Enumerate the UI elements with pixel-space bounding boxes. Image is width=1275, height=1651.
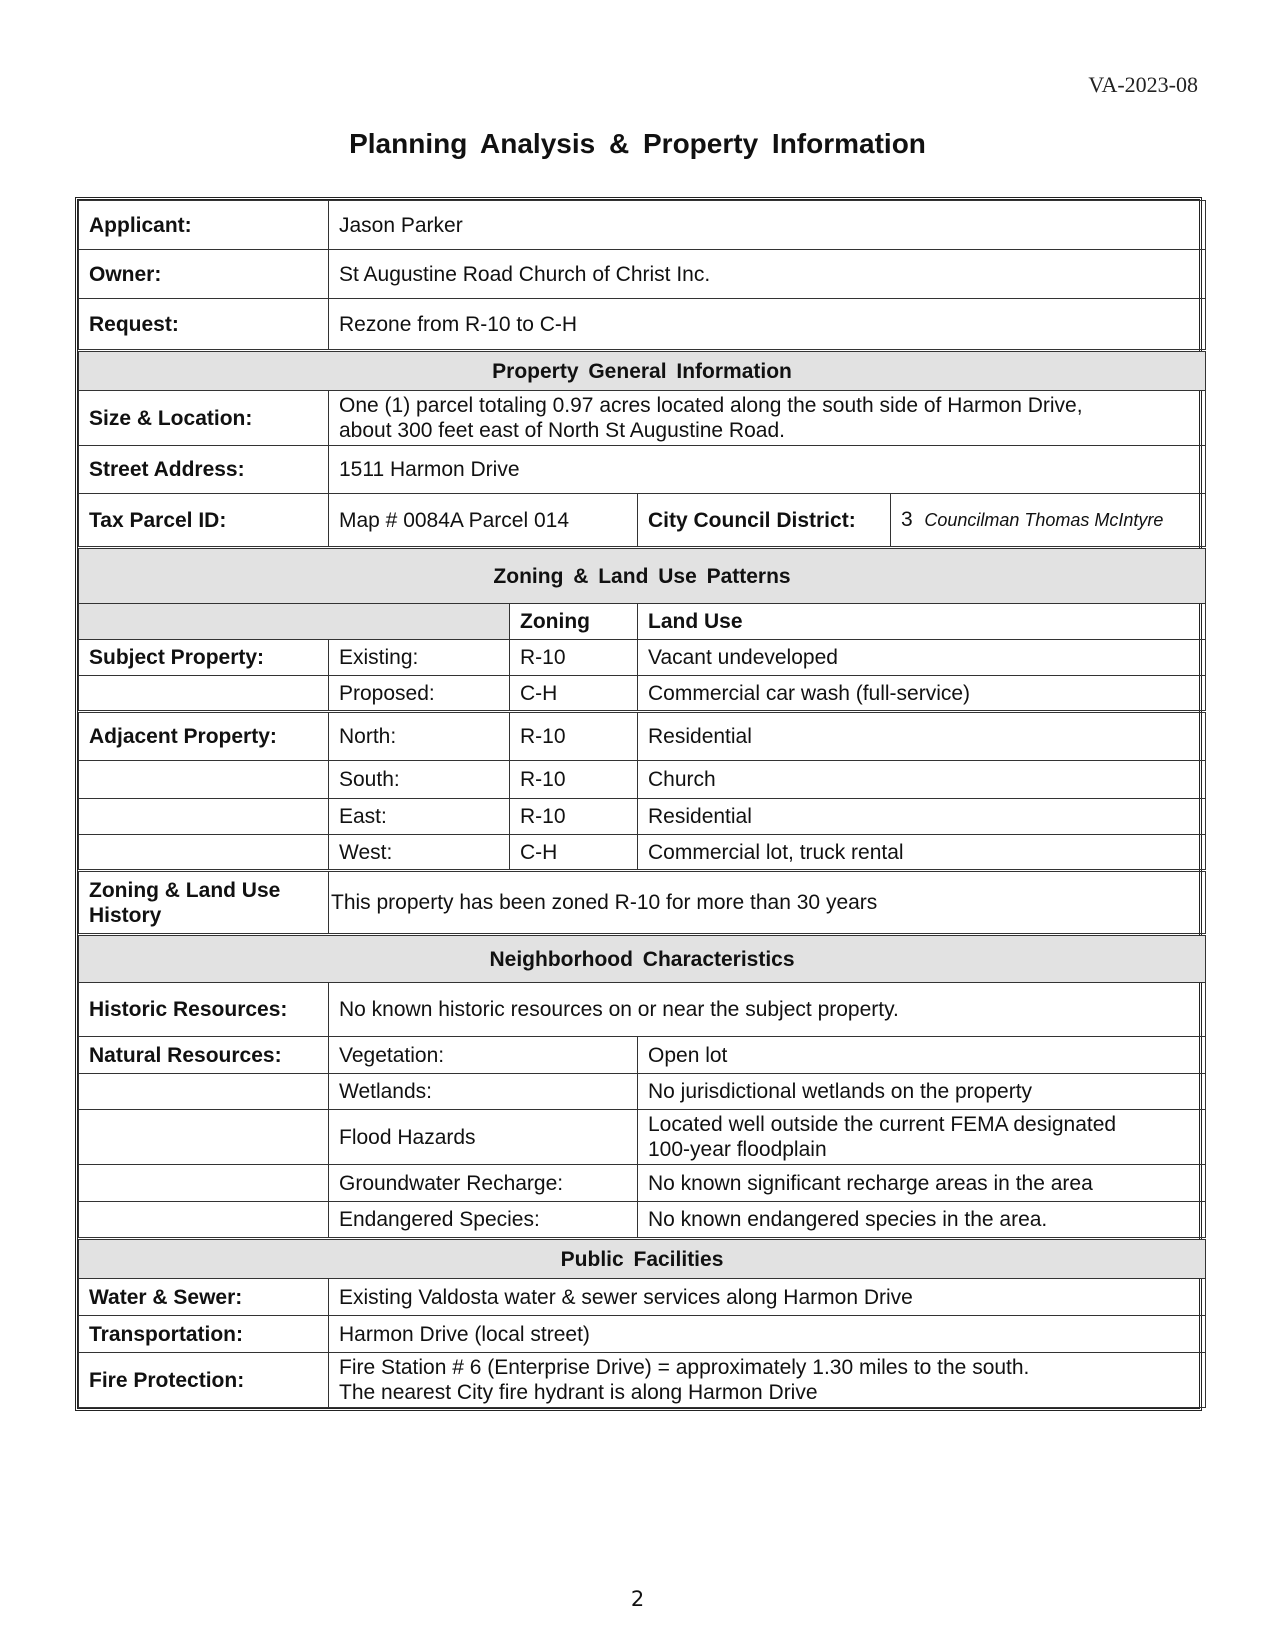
street-address-row: [79, 446, 1206, 494]
natural-endangered-row: [79, 1202, 1206, 1239]
transportation-row: [79, 1316, 1206, 1353]
adjacent-south-use: Church: [638, 761, 1206, 799]
street-address-value: 1511 Harmon Drive: [329, 446, 1206, 494]
subject-proposed-dir: Proposed:: [329, 676, 510, 712]
zoning-history-row: [79, 871, 1206, 935]
general-section-header: Property General Information: [79, 351, 1206, 391]
subject-proposed-row: [79, 676, 1206, 712]
adjacent-north-use: Residential: [638, 712, 1206, 761]
owner-row: [79, 250, 1206, 299]
applicant-row: [79, 201, 1206, 250]
adjacent-south-row: [79, 761, 1206, 799]
subject-existing-use: Vacant undeveloped: [638, 640, 1206, 676]
transportation-value: Harmon Drive (local street): [329, 1316, 1206, 1353]
neighborhood-header-row: [79, 935, 1206, 983]
endangered-species-label: Endangered Species:: [329, 1202, 638, 1239]
adjacent-north-zoning: R-10: [510, 712, 638, 761]
flood-blank: [79, 1110, 329, 1165]
adjacent-east-zoning: R-10: [510, 799, 638, 835]
zoning-header-row: [79, 548, 1206, 604]
zoning-history-label: [79, 871, 329, 935]
adjacent-east-blank: [79, 799, 329, 835]
adjacent-west-use: Commercial lot, truck rental: [638, 835, 1206, 871]
groundwater-label: Groundwater Recharge:: [329, 1165, 638, 1202]
vegetation-value: Open lot: [638, 1037, 1206, 1074]
owner-label: Owner:: [79, 250, 329, 299]
zoning-column-header: Zoning: [510, 604, 638, 640]
council-district-label: City Council District:: [638, 494, 891, 548]
fire-protection-row: [79, 1353, 1206, 1408]
adjacent-west-blank: [79, 835, 329, 871]
historic-resources-value: No known historic resources on or near the subject property.: [329, 983, 1206, 1037]
request-label: Request:: [79, 299, 329, 351]
subject-existing-row: [79, 640, 1206, 676]
adjacent-west-dir: West:: [329, 835, 510, 871]
fire-protection-line-2: The nearest City fire hydrant is along Harmon Drive: [339, 1381, 818, 1404]
zoning-history-label-line-2: History: [89, 903, 162, 927]
document-id: VA-2023-08: [1088, 72, 1198, 97]
fire-protection-value: [329, 1353, 1206, 1408]
council-district-number: 3: [901, 508, 913, 531]
natural-wetlands-row: [79, 1074, 1206, 1110]
water-sewer-value: Existing Valdosta water & sewer services along Harmon Drive: [329, 1279, 1206, 1316]
flood-hazards-line-1: Located well outside the current FEMA designated: [648, 1113, 1117, 1136]
natural-vegetation-row: [79, 1037, 1206, 1074]
tax-parcel-row: [79, 494, 1206, 548]
page-number: 2: [630, 1587, 645, 1611]
property-info-table: [75, 197, 1202, 1411]
flood-hazards-value: [638, 1110, 1206, 1165]
water-sewer-row: [79, 1279, 1206, 1316]
historic-resources-row: [79, 983, 1206, 1037]
groundwater-value: No known significant recharge areas in the area: [638, 1165, 1206, 1202]
adjacent-south-blank: [79, 761, 329, 799]
adjacent-south-zoning: R-10: [510, 761, 638, 799]
size-location-value: [329, 391, 1206, 446]
adjacent-south-dir: South:: [329, 761, 510, 799]
adjacent-north-row: [79, 712, 1206, 761]
owner-value: St Augustine Road Church of Christ Inc.: [329, 250, 1206, 299]
facilities-header-row: [79, 1239, 1206, 1279]
neighborhood-section-header: Neighborhood Characteristics: [79, 935, 1206, 983]
tax-parcel-value: Map # 0084A Parcel 014: [329, 494, 638, 548]
zoning-history-label-line-1: Zoning & Land Use: [89, 878, 281, 902]
transportation-label: Transportation:: [79, 1316, 329, 1353]
applicant-value: Jason Parker: [329, 201, 1206, 250]
size-location-line-1: One (1) parcel totaling 0.97 acres located along the south side of Harmon Drive,: [339, 394, 1083, 417]
wetlands-blank: [79, 1074, 329, 1110]
flood-hazards-line-2: 100-year floodplain: [648, 1138, 827, 1161]
groundwater-blank: [79, 1165, 329, 1202]
street-address-label: Street Address:: [79, 446, 329, 494]
zoning-history-value: This property has been zoned R-10 for more than 30 years: [329, 871, 1206, 935]
request-row: [79, 299, 1206, 351]
size-location-row: [79, 391, 1206, 446]
adjacent-west-row: [79, 835, 1206, 871]
vegetation-label: Vegetation:: [329, 1037, 638, 1074]
natural-flood-row: [79, 1110, 1206, 1165]
page-title: Planning Analysis & Property Information: [349, 128, 926, 159]
endangered-species-value: No known endangered species in the area.: [638, 1202, 1206, 1239]
historic-resources-label: Historic Resources:: [79, 983, 329, 1037]
subject-proposed-blank: [79, 676, 329, 712]
wetlands-label: Wetlands:: [329, 1074, 638, 1110]
endangered-blank: [79, 1202, 329, 1239]
tax-parcel-label: Tax Parcel ID:: [79, 494, 329, 548]
zoning-section-header: Zoning & Land Use Patterns: [79, 548, 1206, 604]
general-header-row: [79, 351, 1206, 391]
water-sewer-label: Water & Sewer:: [79, 1279, 329, 1316]
adjacent-east-dir: East:: [329, 799, 510, 835]
size-location-label: Size & Location:: [79, 391, 329, 446]
subject-existing-zoning: R-10: [510, 640, 638, 676]
zoning-blank-header: [79, 604, 510, 640]
zoning-column-header-row: [79, 604, 1206, 640]
wetlands-value: No jurisdictional wetlands on the property: [638, 1074, 1206, 1110]
request-value: Rezone from R-10 to C-H: [329, 299, 1206, 351]
land-use-column-header: Land Use: [638, 604, 1206, 640]
adjacent-east-use: Residential: [638, 799, 1206, 835]
natural-resources-label: Natural Resources:: [79, 1037, 329, 1074]
subject-existing-dir: Existing:: [329, 640, 510, 676]
applicant-label: Applicant:: [79, 201, 329, 250]
size-location-line-2: about 300 feet east of North St Augustine Road.: [339, 419, 785, 442]
natural-groundwater-row: [79, 1165, 1206, 1202]
subject-proposed-zoning: C-H: [510, 676, 638, 712]
council-district-value: [891, 494, 1206, 548]
adjacent-property-label: Adjacent Property:: [79, 712, 329, 761]
facilities-section-header: Public Facilities: [79, 1239, 1206, 1279]
subject-proposed-use: Commercial car wash (full-service): [638, 676, 1206, 712]
subject-property-label: Subject Property:: [79, 640, 329, 676]
councilman-name: Councilman Thomas McIntyre: [924, 510, 1164, 530]
fire-protection-label: Fire Protection:: [79, 1353, 329, 1408]
adjacent-west-zoning: C-H: [510, 835, 638, 871]
adjacent-north-dir: North:: [329, 712, 510, 761]
flood-hazards-label: Flood Hazards: [329, 1110, 638, 1165]
adjacent-east-row: [79, 799, 1206, 835]
fire-protection-line-1: Fire Station # 6 (Enterprise Drive) = approximately 1.30 miles to the south.: [339, 1356, 1030, 1379]
